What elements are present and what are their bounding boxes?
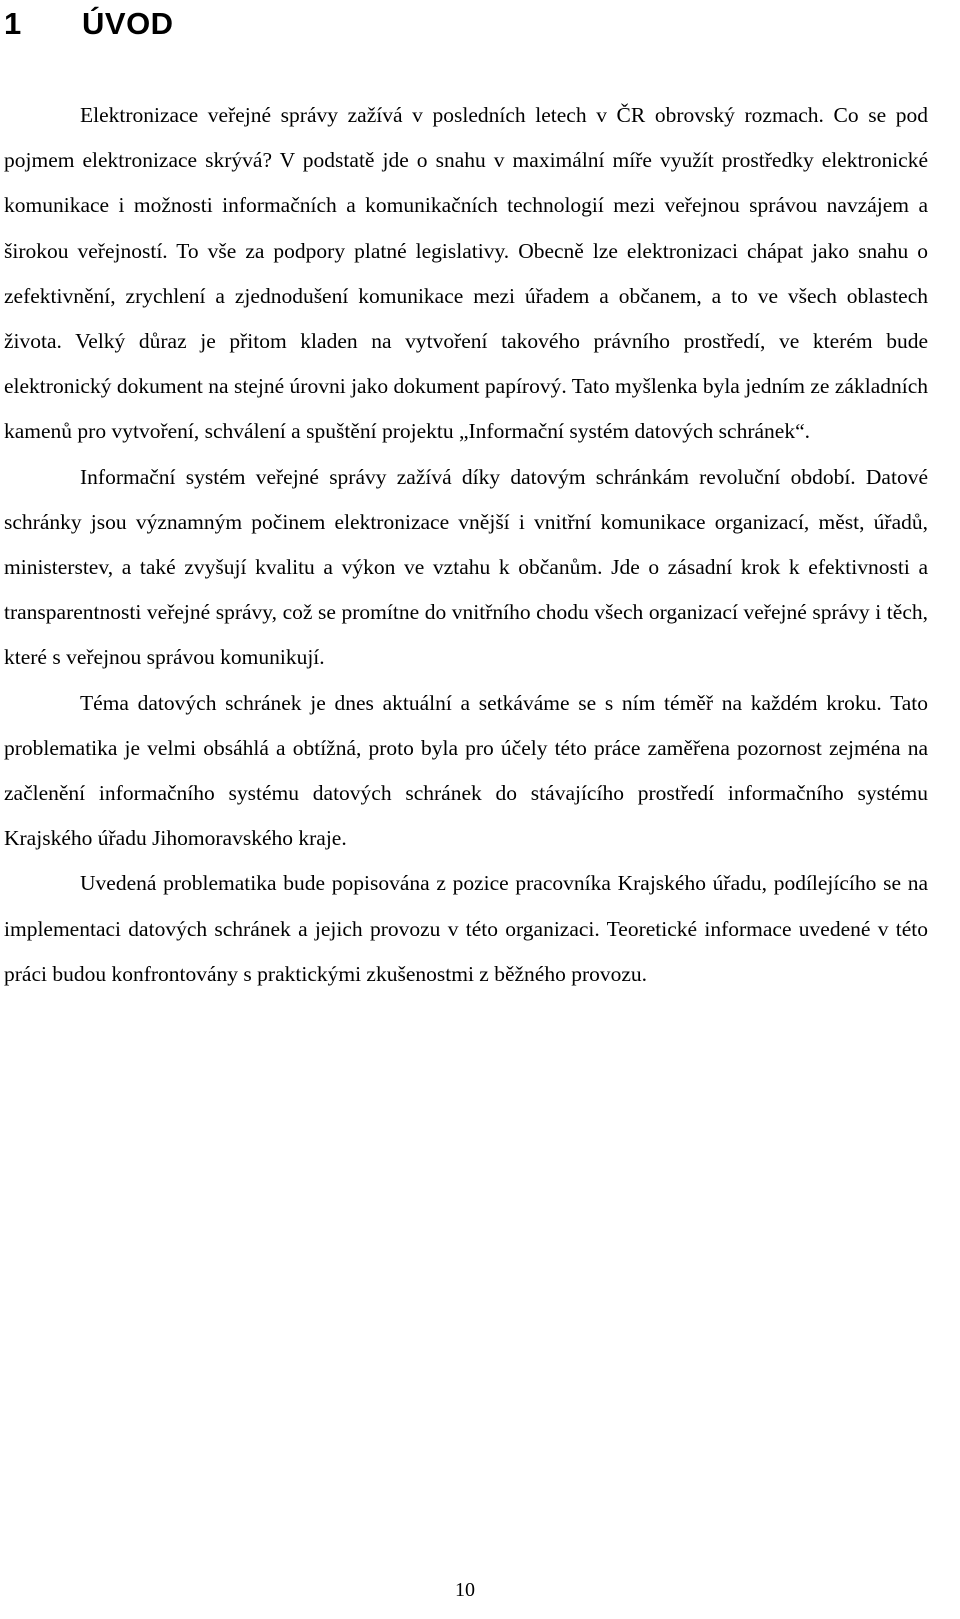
page-number: 10 (455, 1579, 475, 1601)
chapter-title: ÚVOD (82, 6, 174, 41)
chapter-body (4, 93, 928, 997)
chapter-number: 1 (4, 6, 22, 41)
chapter-heading (4, 2, 174, 46)
paragraph-3: Téma datových schránek je dnes aktuální a setkáváme se s ním téměř na každém kroku. Tato problematika je velmi obsáhlá a obtížná, proto byla pro účely této práce zaměřena pozornost zejména na začlenění informačního systému datových schránek do stávajícího prostředí informačního systému Krajského úřadu Jihomoravského kraje. (4, 690, 928, 851)
paragraph-4: Uvedená problematika bude popisována z pozice pracovníka Krajského úřadu, podílejícího se na implementaci datových schránek a jejich provozu v této organizaci. Teoretické informace uvedené v této práci budou konfrontovány s praktickými zkušenostmi z běžného provozu. (4, 871, 928, 986)
paragraph-1: Elektronizace veřejné správy zažívá v posledních letech v ČR obrovský rozmach. Co se pod pojmem elektronizace skrývá? V podstatě jde o snahu v maximální míře využít prostředky elektronické komunikace i možnosti informačních a komunikačních technologií mezi veřejnou správou navzájem a širokou veřejností. To vše za podpory platné legislativy. Obecně lze elektronizaci chápat jako snahu o zefektivnění, zrychlení a zjednodušení komunikace mezi úřadem a občanem, a to ve všech oblastech života. Velký důraz je přitom kladen na vytvoření takového právního prostředí, ve kterém bude elektronický dokument na stejné úrovni jako dokument papírový. Tato myšlenka byla jedním ze základních kamenů pro vytvoření, schválení a spuštění projektu „Informační systém datových schránek“. (4, 103, 928, 444)
paragraph-2: Informační systém veřejné správy zažívá díky datovým schránkám revoluční období. Datové schránky jsou významným počinem elektronizace vnější i vnitřní komunikace organizací, měst, úřadů, ministerstev, a také zvyšují kvalitu a výkon ve vztahu k občanům. Jde o zásadní krok k efektivnosti a transparentnosti veřejné správy, což se promítne do vnitřního chodu všech organizací veřejné správy i těch, které s veřejnou správou komunikují. (4, 464, 928, 670)
